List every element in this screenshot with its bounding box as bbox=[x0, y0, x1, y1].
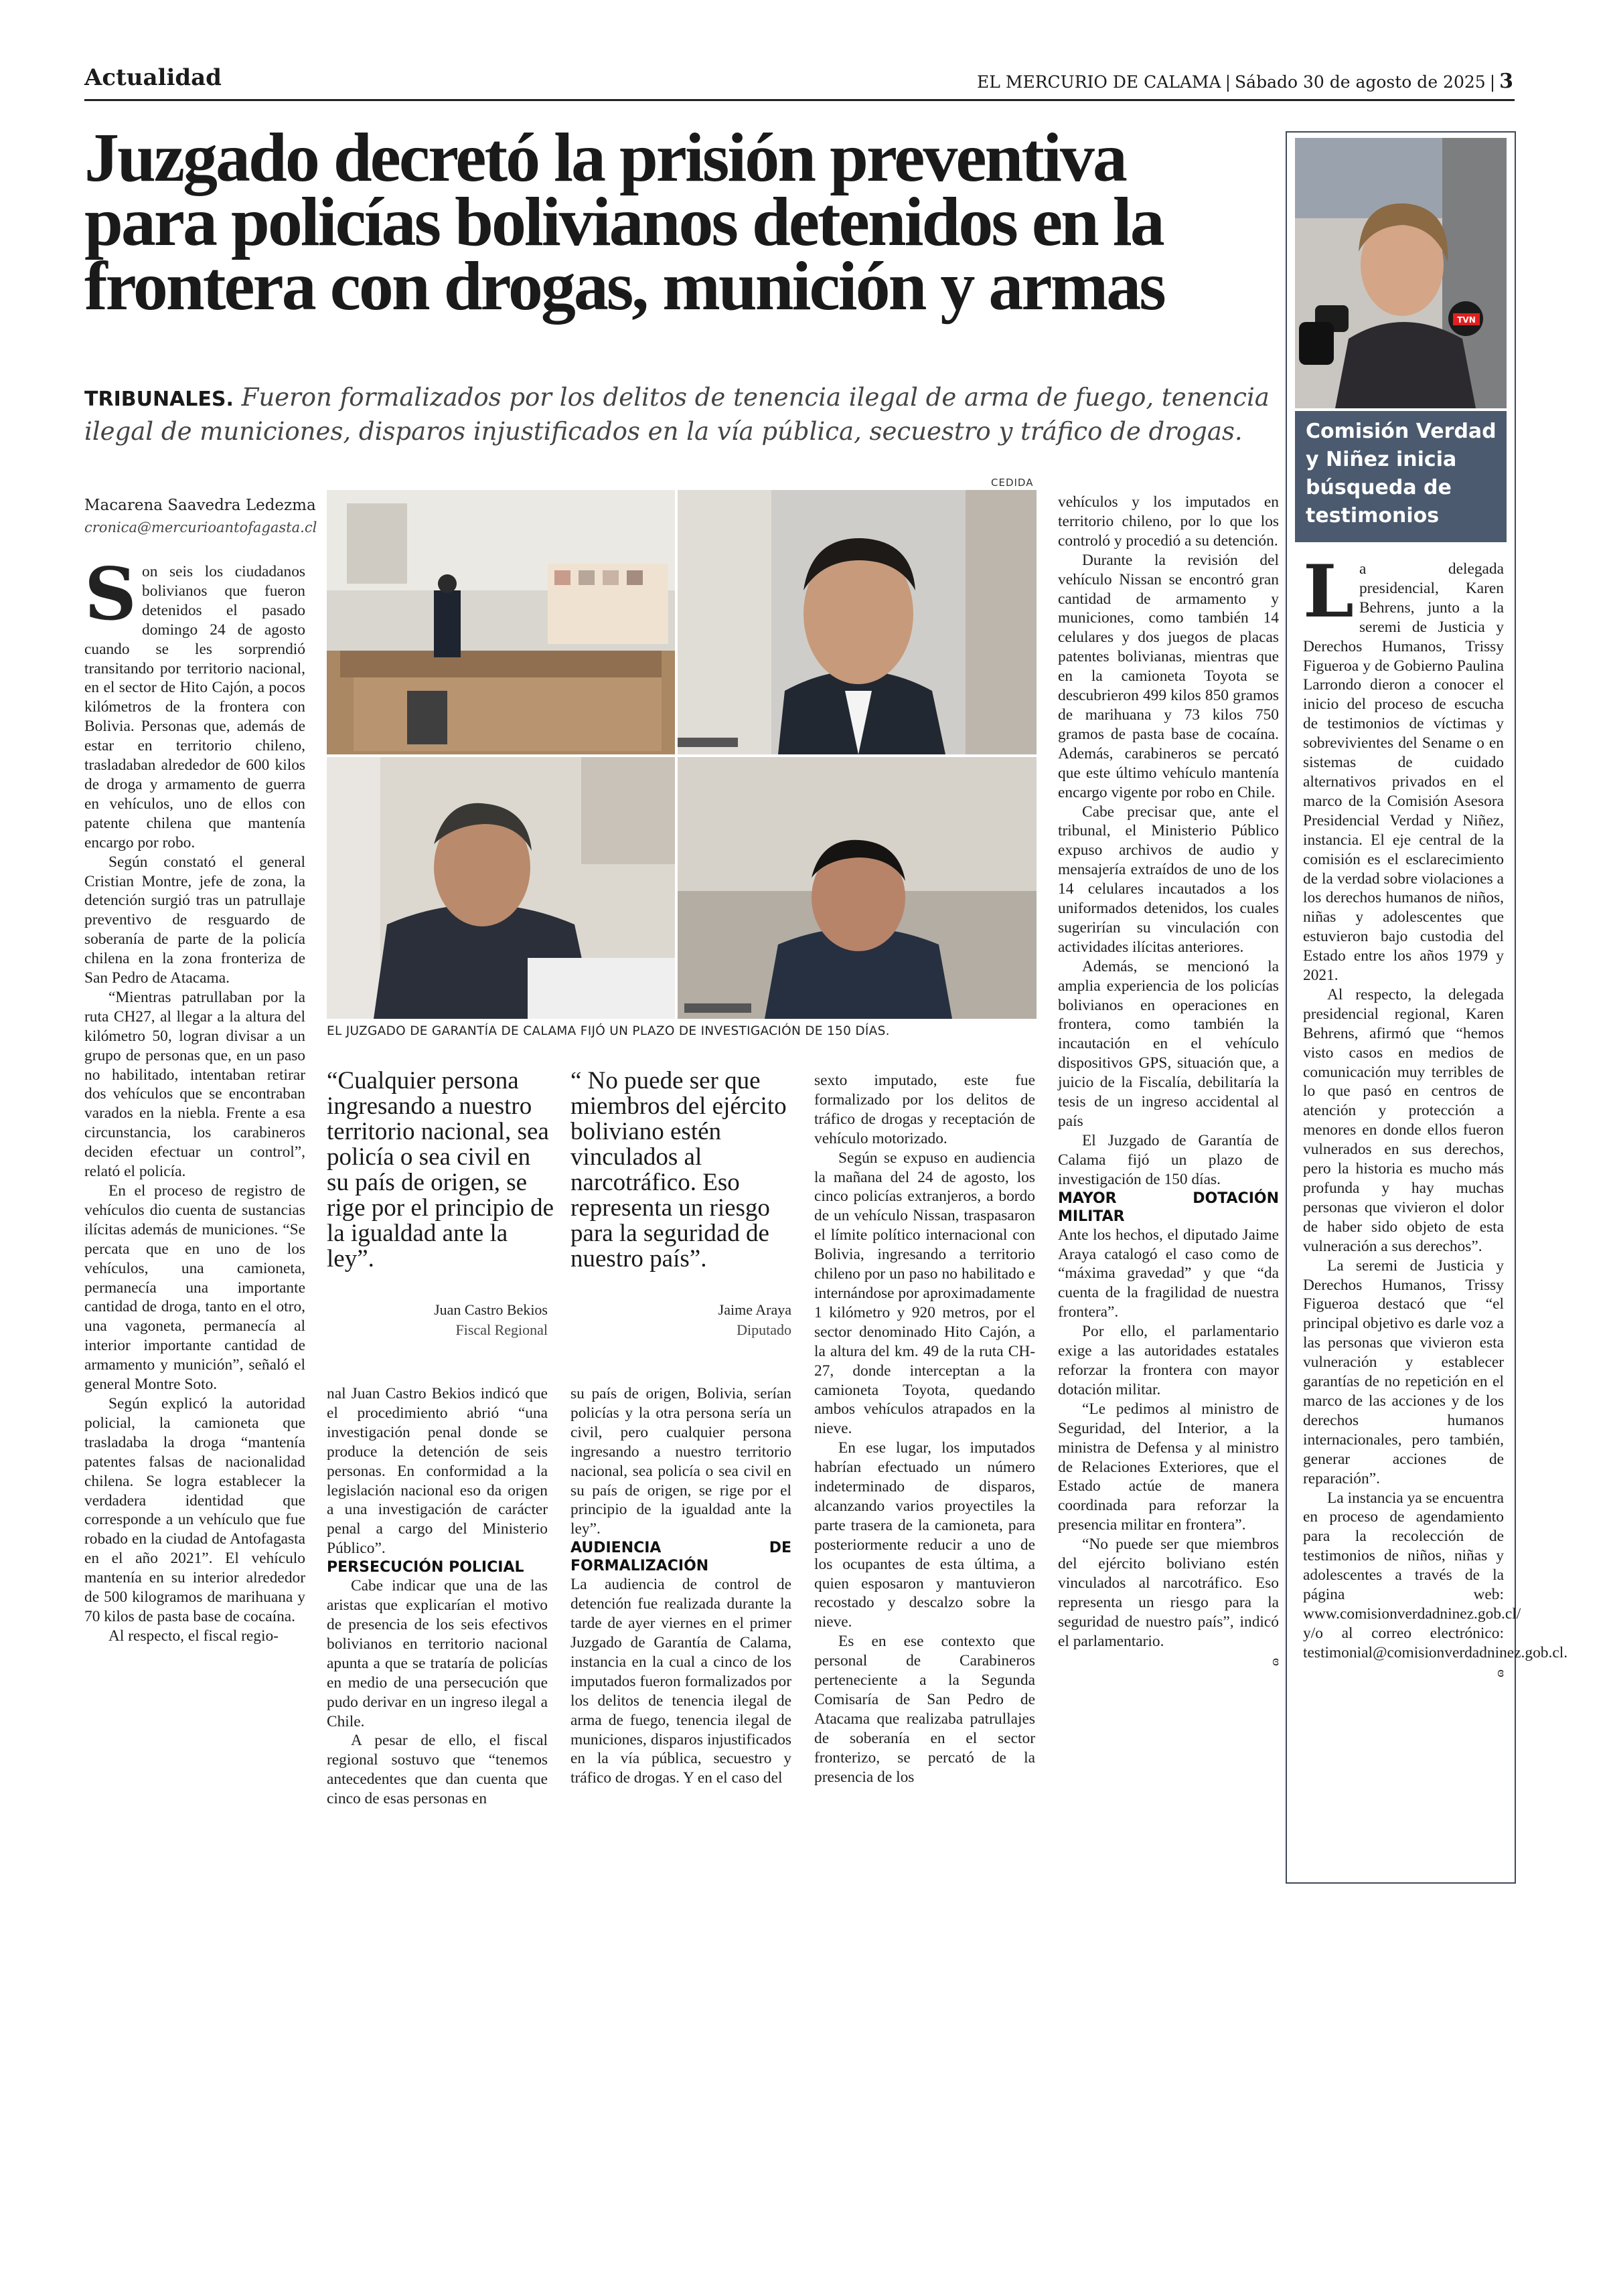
article-paragraph: Ante los hechos, el diputado Jaime Araya catalogó el caso como de “máxima gravedad” y que “da cuenta de la fragilidad de nuestra frontera”. bbox=[1058, 1226, 1279, 1321]
article-paragraph: “Mientras patrullaban por la ruta CH27, al llegar a la altura del kilómetro 50, logran divisar a un grupo de personas que, en un paso no habilitado, intentaban retirar dos vehículos que se encontraban varados en la niebla. Frente a esa circunstancia, los carabineros deciden efectuar un control”, relató el policía. bbox=[84, 988, 305, 1181]
sidebar-paragraph: La instancia ya se encuentra en proceso de agendamiento para la recolección de testimonios de niños, niñas y adolescentes a través de la página web: www.comisionverdadninez.gob.cl/ y/o al correo electrónico: testimonial@comisionverdadninez.gob.cl. bbox=[1303, 1489, 1568, 1661]
article-column-1 bbox=[84, 552, 305, 1646]
sidebar-body bbox=[1303, 550, 1568, 1682]
pull-quote-1: “Cualquier persona ingresando a nuestro territorio nacional, sea policía o sea civil en su país de origen, se rige por el principio de la igualdad ante la ley”. bbox=[327, 1067, 554, 1273]
article-paragraph: Además, se mencionó la amplia experiencia de los policías bolivianos en operaciones en frontera, como también la incautación en el vehículo dispositivos GPS, situación que, a juicio de la Fiscalía, debilitaría la tesis de un ingreso accidental al país bbox=[1058, 957, 1279, 1130]
article-column-5 bbox=[1058, 493, 1279, 1670]
photo-man-writing bbox=[327, 757, 675, 1019]
newspaper-name: EL MERCURIO DE CALAMA bbox=[977, 72, 1221, 92]
photo-second-man bbox=[678, 757, 1037, 1019]
sidebar-end-mark-icon: ɞ bbox=[1497, 1663, 1504, 1680]
lead-kicker: TRIBUNALES. bbox=[84, 388, 234, 411]
article-paragraph: sexto imputado, este fue formalizado por los delitos de tráfico de drogas y receptación de vehículo motorizado. bbox=[814, 1072, 1035, 1147]
sidebar-paragraph: La delegada presidencial, Karen Behrens, junto a la seremi de Justicia y Derechos Humanos, Trissy Figueroa y de Gobierno Paulina Larrondo dieron a conocer el inicio del proceso de escucha de testimonios de víctimas y sobrevivientes del Sename o en sistemas de cuidado alternativos privados en el marco de la Comisión Asesora Presidencial Verdad y Niñez, instancia. El eje central de la comisión es el esclarecimiento de la verdad sobre violaciones a los derechos humanos de niños, niñas y adolescentes que estuvieron bajo custodia del Estado entre los años 1979 y 2021. bbox=[1303, 550, 1504, 985]
quote-1-role: Fiscal Regional bbox=[455, 1321, 548, 1338]
article-paragraph: Durante la revisión del vehículo Nissan se encontró gran cantidad de armamento y municiones, como también 14 celulares y dos juegos de placas patentes bolivianas, mientras que en la camioneta Toyota se descubrieron 499 kilos 850 gramos de marihuana y 73 kilos 750 gramos de pasta base de cocaína. Además, carabineros se percató que este último vehículo mantenía encargo vigente por robo en Chile. bbox=[1058, 551, 1279, 801]
quote-2-role: Diputado bbox=[737, 1321, 791, 1338]
photo-courtroom bbox=[327, 490, 675, 754]
photo-caption: EL JUZGADO DE GARANTÍA DE CALAMA FIJÓ UN PLAZO DE INVESTIGACIÓN DE 150 DÍAS. bbox=[327, 1024, 890, 1038]
article-paragraph: La audiencia de control de detención fue realizada durante la tarde de ayer viernes en el primer Juzgado de Garantía de Calama, instancia en la cual a cinco de los imputados fueron formalizados por los delitos de tenencia ilegal de arma de fuego, tenencia ilegal de municiones, disparos injustificados en la vía pública, secuestro y tráfico de drogas. Y en el caso del bbox=[570, 1576, 791, 1787]
article-column-2 bbox=[327, 1384, 548, 1809]
end-mark-icon: ɞ bbox=[1272, 1651, 1279, 1669]
article-paragraph: En ese lugar, los imputados habrían efectuado un número indeterminado de disparos, alcanzando varios proyectiles la parte trasera de la camioneta, para posteriormente reducir a uno de los ocupantes de esta última, a quien esposaron y mantuvieron recostado y descalzo sobre la nieve. bbox=[814, 1439, 1035, 1631]
sidebar-photo bbox=[1295, 138, 1507, 408]
article-paragraph: Es en ese contexto que personal de Carabineros perteneciente a la Segunda Comisaría de San Pedro de Atacama que realizaba patrullajes de soberanía en el sector fronterizo, se percató de la presencia de los bbox=[814, 1633, 1035, 1786]
page-number: 3 bbox=[1499, 70, 1513, 93]
article-paragraph: Cabe indicar que una de las aristas que explicarían el motivo de presencia de los seis efectivos bolivianos en territorio nacional apunta a que se trataría de policías en medio de una persecución que pudo derivar en un ingreso ilegal a Chile. bbox=[327, 1577, 548, 1730]
section-name: Actualidad bbox=[84, 64, 222, 91]
article-paragraph: Son seis los ciudadanos bolivianos que fueron detenidos el pasado domingo 24 de agosto cuando se les sorprendió transitando por territorio nacional, en el sector de Hito Cajón, a pocos kilómetros de la frontera con Bolivia. Personas que, además de estar en territorio chileno, trasladaban alrededor de 600 kilos de droga y armamento de guerra en vehículos, uno de ellos con patente chilena que mantenía encargo por robo. bbox=[84, 552, 305, 851]
article-lead bbox=[84, 382, 1270, 448]
article-paragraph: En el proceso de registro de vehículos dio cuenta de sustancias ilícitas además de municiones. “Se percata que en uno de los vehículos, una camioneta, permanecía una importante cantidad de droga, tanto en el otro, una vagoneta, permanecía al interior importante cantidad de armamento y munición”, señaló el general Montre Soto. bbox=[84, 1182, 305, 1394]
drop-cap: S bbox=[84, 552, 137, 637]
masthead: EL MERCURIO DE CALAMA | Sábado 30 de agosto de 2025 | 3 bbox=[977, 70, 1513, 93]
sidebar-paragraph: Al respecto, la delegada presidencial regional, Karen Behrens, afirmó que “hemos visto casos en medios de comunicación muy terribles de lo que pasó en centros de atención y protección a menores en donde ellos fueron vulnerados en sus derechos, pero la historia es mucho más profunda y hay muchas personas que vivieron el dolor de haber sido objeto de esta vulneración a sus derechos”. bbox=[1303, 985, 1504, 1255]
quote-1-name: Juan Castro Bekios bbox=[434, 1301, 548, 1318]
article-paragraph: Al respecto, el fiscal regio- bbox=[108, 1627, 279, 1645]
article-paragraph: Por ello, el parlamentario exige a las autoridades estatales reforzar la frontera con mayor dotación militar. bbox=[1058, 1323, 1279, 1398]
article-paragraph: Cabe precisar que, ante el tribunal, el Ministerio Público expuso archivos de audio y mensajería extraídos de uno de los 14 celulares incautados a los uniformados detenidos, los cuales sugerirían su vinculación con actividades ilícitas anteriores. bbox=[1058, 803, 1279, 956]
article-paragraph: nal Juan Castro Bekios indicó que el procedimiento abrió “una investigación penal donde se produce la detención de seis personas. En conformidad a la legislación nacional eso da origen a una investigación de carácter penal a cargo del Ministerio Público”. bbox=[327, 1385, 548, 1558]
sidebar-paragraph: La seremi de Justicia y Derechos Humanos, Trissy Figueroa destacó que “el principal objetivo es darle voz a las personas que vivieron esta vulneración y establecer garantías de no repetición en el marco de las acciones y de los derechos humanos internacionales, pero también, generar acciones de reparación”. bbox=[1303, 1256, 1504, 1487]
article-paragraph: A pesar de ello, el fiscal regional sostuvo que “tenemos antecedentes que dan cuenta que cinco de esas personas en bbox=[327, 1732, 548, 1808]
article-paragraph: “No puede ser que miembros del ejército boliviano estén vinculados al narcotráfico. Eso representa un riesgo para la seguridad de nuestro país”, indicó el parlamentario. bbox=[1058, 1536, 1279, 1650]
quote-2-name: Jaime Araya bbox=[718, 1301, 791, 1318]
byline-author: Macarena Saavedra Ledezma bbox=[84, 497, 316, 514]
court-photo bbox=[327, 490, 1037, 1019]
pull-quote-2: “ No puede ser que miembros del ejército boliviano estén vinculados al narcotráfico. Eso representa un riesgo para la seguridad de nuestro país”. bbox=[570, 1067, 787, 1273]
article-paragraph: vehículos y los imputados en territorio chileno, por lo que los controló y procedió a su detención. bbox=[1058, 493, 1279, 550]
header-rule bbox=[84, 99, 1515, 101]
subhead-persecucion: PERSECUCIÓN POLICIAL bbox=[327, 1559, 524, 1576]
article-column-3 bbox=[570, 1384, 791, 1788]
article-paragraph: “Le pedimos al ministro de Seguridad, del Interior, a la ministra de Defensa y al ministro de Relaciones Exteriores, que el Estado actúe de manera coordinada para reforzar la presencia militar en frontera”. bbox=[1058, 1400, 1279, 1534]
article-paragraph: Según constató el general Cristian Montre, jefe de zona, la detención surgió tras un patrullaje preventivo de resguardo de soberanía de parte de la policía chilena en la zona fronteriza de San Pedro de Atacama. bbox=[84, 853, 305, 987]
article-headline: Juzgado decretó la prisión preventiva para policías bolivianos detenidos en la frontera con drogas, munición y armas bbox=[84, 119, 1164, 325]
sidebar-title: Comisión Verdad y Niñez inicia búsqueda de testimonios bbox=[1306, 420, 1497, 527]
photo-fiscal-video bbox=[678, 490, 1037, 754]
lead-text: Fueron formalizados por los delitos de tenencia ilegal de arma de fuego, tenencia ilegal de municiones, disparos injustificados en la vía pública, secuestro y tráfico de drogas. bbox=[84, 383, 1270, 446]
article-paragraph: su país de origen, Bolivia, serían policías y la otra persona sería un civil, pero cualquier persona ingresando a nuestro territorio nacional, sea policía o sea civil en su país de origen, se rige por el principio de la igualdad ante la ley”. bbox=[570, 1385, 791, 1538]
article-paragraph: Según explicó la autoridad policial, la camioneta que trasladaba la droga “mantenía patentes falsas de nacionalidad chilena. Se logra establecer la verdadera identidad que corresponde a un vehículo que fue robado en la ciudad de Antofagasta en el año 2021”. El vehículo mantenía en su interior alrededor de 500 kilogramos de marihuana y 70 kilos de pasta base de cocaína. bbox=[84, 1394, 305, 1625]
photo-credit: CEDIDA bbox=[991, 477, 1034, 489]
mic-label: TVN bbox=[1457, 315, 1476, 325]
subhead-audiencia: AUDIENCIA DE FORMALIZACIÓN bbox=[570, 1540, 791, 1575]
issue-date: Sábado 30 de agosto de 2025 bbox=[1235, 72, 1486, 92]
subhead-dotacion: MAYOR DOTACIÓN MILITAR bbox=[1058, 1190, 1279, 1225]
article-paragraph: El Juzgado de Garantía de Calama fijó un plazo de investigación de 150 días. bbox=[1058, 1131, 1279, 1188]
article-column-4 bbox=[814, 1071, 1035, 1787]
byline-email[interactable]: cronica@mercurioantofagasta.cl bbox=[84, 519, 317, 536]
article-paragraph: Según se expuso en audiencia la mañana del 24 de agosto, los cinco policías extranjeros, a bordo de un vehículo Nissan, traspasaron el límite político internacional con Bolivia, ingresando a territorio chileno por un paso no habilitado e internándose por aproximadamente 1 kilómetro y 920 metros, por el sector denominado Hito Cajón, a la altura del km. 49 de la ruta CH-27, donde interceptan a la camioneta Toyota, quedando ambos vehículos atrapados en la nieve. bbox=[814, 1149, 1035, 1438]
sidebar-drop-cap: L bbox=[1303, 550, 1354, 634]
